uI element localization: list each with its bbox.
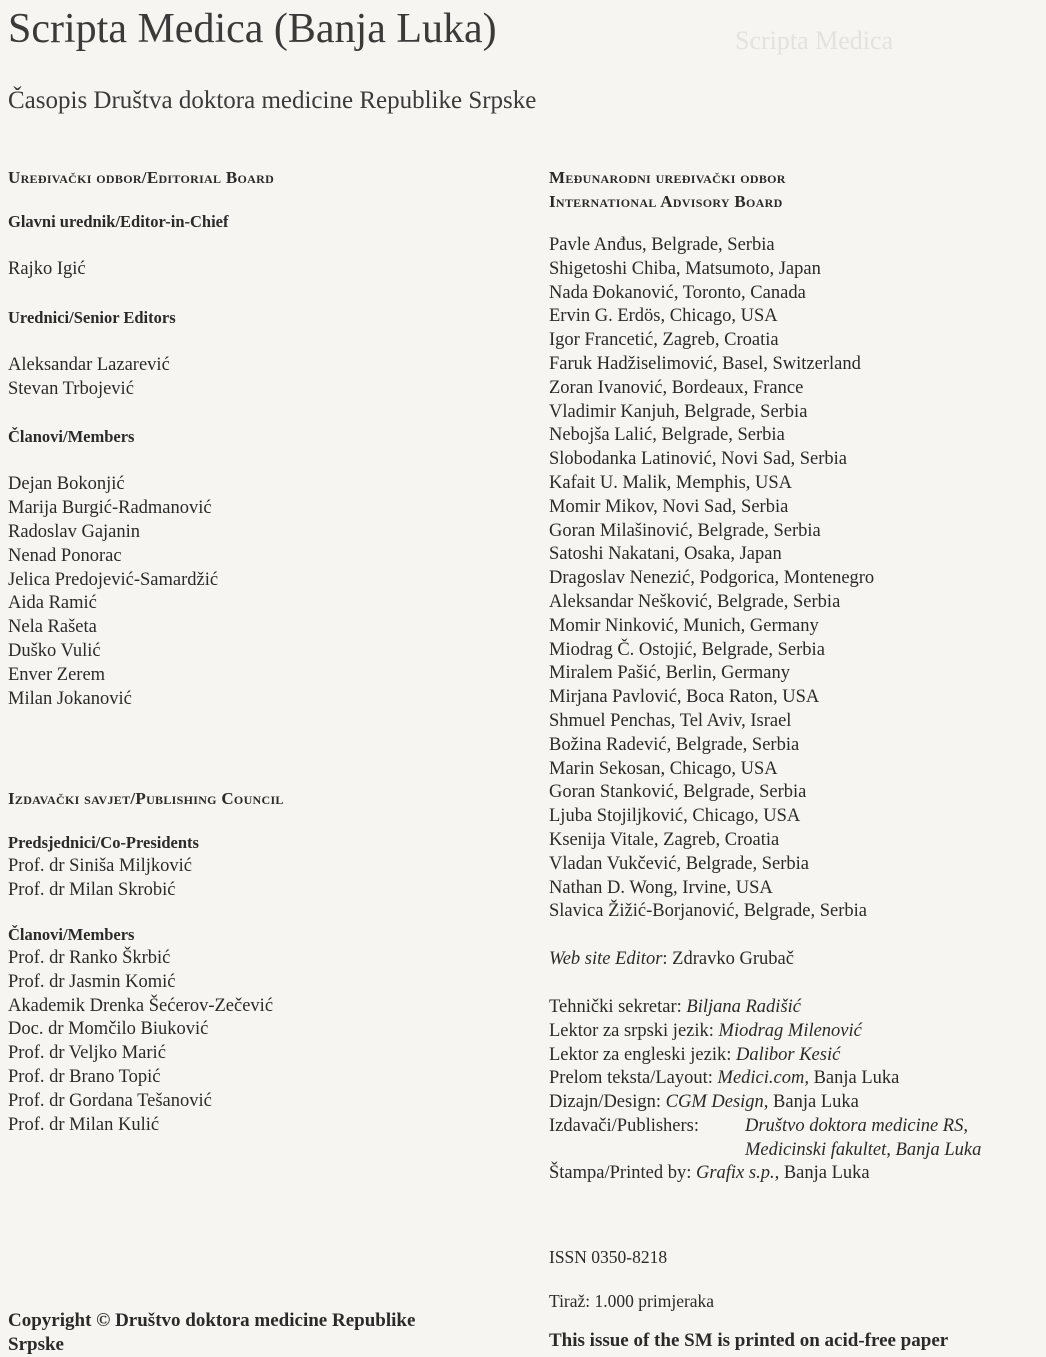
copyright-text: Copyright © Društvo doktora medicine Republike Srpske: [8, 1310, 416, 1355]
layout-name: Medici.com,: [717, 1068, 809, 1089]
list-item: Goran Milašinović, Belgrade, Serbia: [549, 520, 821, 541]
web-editor-separator: :: [662, 949, 673, 970]
members-heading: Članovi/Members: [8, 427, 135, 447]
list-item: Prof. dr Milan Skrobić: [8, 880, 176, 901]
senior-editors-heading: Urednici/Senior Editors: [8, 307, 176, 327]
list-item: Zoran Ivanović, Bordeaux, France: [549, 377, 804, 398]
list-item: Doc. dr Momčilo Biuković: [8, 1019, 209, 1040]
list-item: Igor Francetić, Zagreb, Croatia: [549, 330, 779, 351]
web-editor-name: Zdravko Grubač: [672, 949, 794, 970]
publishers-names: [745, 1115, 981, 1163]
advisory-members-list: [549, 234, 1044, 924]
list-item: Goran Stanković, Belgrade, Serbia: [549, 782, 807, 803]
list-item: Duško Vulić: [8, 640, 101, 661]
acid-free-notice: This issue of the SM is printed on acid-free paper: [549, 1330, 949, 1351]
list-item: Božina Radević, Belgrade, Serbia: [549, 734, 800, 755]
issn: ISSN 0350-8218: [549, 1247, 668, 1268]
list-item: Vladimir Kanjuh, Belgrade, Serbia: [549, 401, 808, 422]
design-line: [549, 1091, 1044, 1115]
list-item: Momir Ninković, Munich, Germany: [549, 615, 819, 636]
list-item: Shigetoshi Chiba, Matsumoto, Japan: [549, 258, 821, 279]
members-list: [8, 473, 528, 711]
list-item: Prof. dr Veljko Marić: [8, 1043, 166, 1064]
list-item: Miralem Pašić, Berlin, Germany: [549, 663, 790, 684]
list-item: Marija Burgić-Radmanović: [8, 498, 212, 519]
editor-in-chief-heading: Glavni urednik/Editor-in-Chief: [8, 212, 229, 231]
lector-english-label: Lektor za engleski jezik:: [549, 1044, 736, 1065]
list-item: Mirjana Pavlović, Boca Raton, USA: [549, 687, 820, 708]
tech-secretary-label: Tehnički sekretar:: [549, 996, 687, 1017]
list-item: Aida Ramić: [8, 593, 97, 614]
lector-serbian-name: Miodrag Milenović: [718, 1020, 862, 1041]
web-editor-label: Web site Editor: [549, 949, 663, 970]
list-item: Ljuba Stojiljković, Chicago, USA: [549, 806, 801, 827]
list-item: Jelica Predojević-Samardžić: [8, 569, 219, 590]
design-city: Banja Luka: [768, 1092, 859, 1113]
list-item: Prof. dr Siniša Miljković: [8, 856, 192, 877]
web-editor-line: [549, 948, 1044, 972]
publishers-line: [549, 1115, 1044, 1163]
list-item: Dragoslav Nenezić, Podgorica, Montenegro: [549, 568, 875, 589]
list-item: Vladan Vukčević, Belgrade, Serbia: [549, 853, 810, 874]
council-members-list: [8, 947, 528, 1137]
list-item: Kafait U. Malik, Memphis, USA: [549, 472, 793, 493]
list-item: Prof. dr Brano Topić: [8, 1066, 161, 1087]
list-item: Shmuel Penchas, Tel Aviv, Israel: [549, 710, 792, 731]
lector-english-line: [549, 1044, 1044, 1068]
list-item: Enver Zerem: [8, 664, 106, 685]
list-item: Aleksandar Nešković, Belgrade, Serbia: [549, 591, 841, 612]
list-item: Ervin G. Erdös, Chicago, USA: [549, 306, 778, 327]
lector-serbian-line: [549, 1020, 1044, 1044]
list-item: Slobodanka Latinović, Novi Sad, Serbia: [549, 449, 848, 470]
list-item: Nathan D. Wong, Irvine, USA: [549, 877, 773, 898]
journal-subtitle: Časopis Društva doktora medicine Republike Srpske: [8, 87, 537, 114]
right-column: [549, 166, 1044, 1314]
printed-by-name: Grafix s.p.,: [695, 1163, 780, 1184]
journal-title: Scripta Medica (Banja Luka): [8, 6, 497, 52]
list-item: Pavle Anđus, Belgrade, Serbia: [549, 235, 775, 255]
tech-secretary-name: Biljana Radišić: [686, 996, 801, 1017]
design-label: Dizajn/Design:: [549, 1092, 666, 1113]
list-item: Prof. dr Milan Kulić: [8, 1114, 160, 1135]
bleed-through-text: Scripta Medica: [735, 26, 894, 55]
list-item: Prof. dr Gordana Tešanović: [8, 1090, 212, 1111]
list-item: Faruk Hadžiselimović, Basel, Switzerland: [549, 353, 861, 374]
co-presidents-heading: Predsjednici/Co-Presidents: [8, 833, 199, 853]
list-item: Akademik Drenka Šećerov-Zečević: [8, 995, 274, 1016]
print-run: Tiraž: 1.000 primjeraka: [549, 1291, 715, 1312]
council-members-heading: Članovi/Members: [8, 924, 135, 944]
publishing-council-heading: Izdavački savjet/Publishing Council: [8, 789, 284, 809]
list-item: Nela Rašeta: [8, 617, 97, 638]
layout-label: Prelom teksta/Layout:: [549, 1068, 718, 1089]
printed-by-line: [549, 1162, 1044, 1186]
editorial-board-heading: Uređivački odbor/Editorial Board: [8, 168, 275, 187]
printed-by-label: Štampa/Printed by:: [549, 1163, 696, 1184]
publisher-2: Medicinski fakultet, Banja Luka: [745, 1139, 982, 1160]
design-name: CGM Design,: [665, 1092, 769, 1113]
editor-in-chief-name: Rajko Igić: [8, 259, 86, 279]
layout-line: [549, 1067, 1044, 1091]
list-item: Marin Sekosan, Chicago, USA: [549, 758, 778, 779]
list-item: Aleksandar Lazarević: [8, 354, 170, 375]
lector-serbian-label: Lektor za srpski jezik:: [549, 1020, 719, 1041]
list-item: Stevan Trbojević: [8, 378, 134, 399]
tech-secretary-line: [549, 996, 1044, 1020]
printed-by-city: Banja Luka: [779, 1163, 870, 1184]
list-item: Dejan Bokonjić: [8, 474, 125, 495]
co-presidents-list: [8, 855, 528, 903]
senior-editors-list: [8, 354, 528, 402]
list-item: Nada Đokanović, Toronto, Canada: [549, 282, 806, 303]
list-item: Prof. dr Jasmin Komić: [8, 971, 176, 992]
list-item: Radoslav Gajanin: [8, 521, 141, 542]
publisher-1: Društvo doktora medicine RS,: [745, 1115, 968, 1136]
list-item: Satoshi Nakatani, Osaka, Japan: [549, 544, 782, 565]
list-item: Ksenija Vitale, Zagreb, Croatia: [549, 829, 780, 850]
layout-city: Banja Luka: [808, 1068, 900, 1089]
advisory-heading-local: Međunarodni uređivački odbor: [549, 168, 786, 187]
list-item: Momir Mikov, Novi Sad, Serbia: [549, 496, 789, 517]
list-item: Milan Jokanović: [8, 688, 132, 709]
lector-english-name: Dalibor Kesić: [735, 1044, 841, 1065]
list-item: Prof. dr Ranko Škrbić: [8, 947, 171, 968]
left-column: [8, 166, 528, 1137]
publishers-label: Izdavači/Publishers:: [549, 1115, 700, 1136]
advisory-heading-english: International Advisory Board: [549, 192, 783, 211]
list-item: Miodrag Č. Ostojić, Belgrade, Serbia: [549, 639, 825, 660]
list-item: Nenad Ponorac: [8, 545, 122, 566]
list-item: Nebojša Lalić, Belgrade, Serbia: [549, 425, 785, 446]
list-item: Slavica Žižić-Borjanović, Belgrade, Serbia: [549, 901, 867, 922]
